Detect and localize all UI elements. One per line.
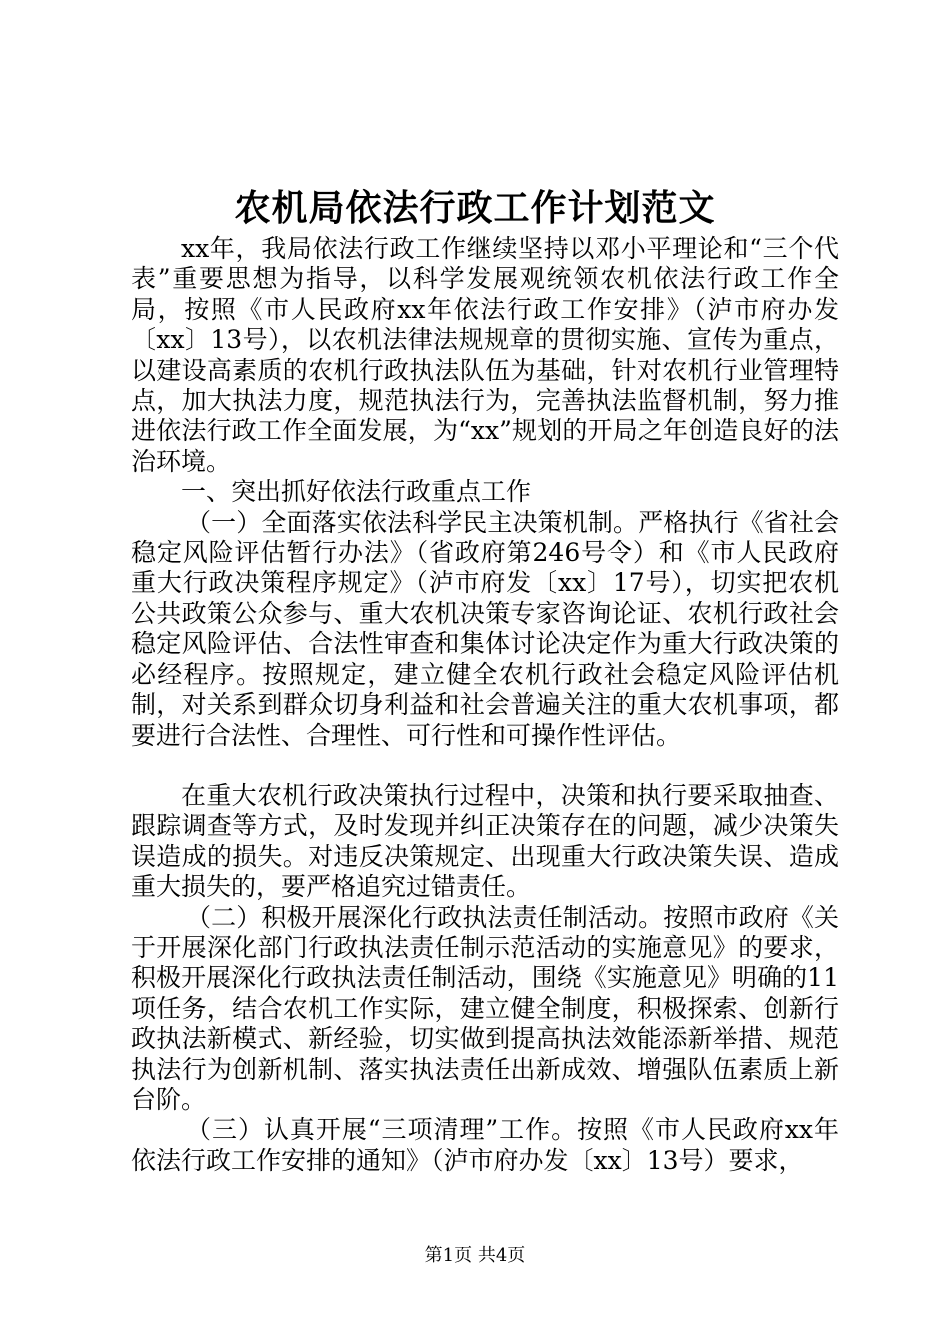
subsection-paragraph-2: （二）积极开展深化行政执法责任制活动。按照市政府《关于开展深化部门行政执法责任制示范活动的实施意见》的要求，积极开展深化行政执法责任制活动，围绕《实施意见》明确的11项任务，结合农机工作实际，建立健全制度，积极探索、创新行政执法新模式、新经验，切实做到提高执法效能添新举措、规范执法行为创新机制、落实执法责任出新成效、增强队伍素质上新台阶。 bbox=[131, 902, 839, 1114]
subsection-paragraph-1: （一）全面落实依法科学民主决策机制。严格执行《省社会稳定风险评估暂行办法》（省政府第246号令）和《市人民政府重大行政决策程序规定》（泸市府发〔xx〕17号），切实把农机公共政策公众参与、重大农机决策专家咨询论证、农机行政社会稳定风险评估、合法性审查和集体讨论决定作为重大行政决策的必经程序。按照规定，建立健全农机行政社会稳定风险评估机制，对关系到群众切身利益和社会普遍关注的重大农机事项，都要进行合法性、合理性、可行性和可操作性评估。 bbox=[131, 507, 839, 750]
body-paragraph: 在重大农机行政决策执行过程中，决策和执行要采取抽查、跟踪调查等方式，及时发现并纠正决策存在的问题，减少决策失误造成的损失。对违反决策规定、出现重大行政决策失误、造成重大损失的，要严格追究过错责任。 bbox=[131, 780, 839, 902]
document-title: 农机局依法行政工作计划范文 bbox=[234, 187, 716, 229]
intro-paragraph: xx年，我局依法行政工作继续坚持以邓小平理论和“三个代表”重要思想为指导，以科学发展观统领农机依法行政工作全局，按照《市人民政府xx年依法行政工作安排》（泸市府办发〔xx〕13号），以农机法律法规规章的贯彻实施、宣传为重点，以建设高素质的农机行政执法队伍为基础，针对农机行业管理特点，加大执法力度，规范执法行为，完善执法监督机制，努力推进依法行政工作全面发展，为“xx”规划的开局之年创造良好的法治环境。 bbox=[131, 234, 839, 476]
subsection-paragraph-3: （三）认真开展“三项清理”工作。按照《市人民政府xx年依法行政工作安排的通知》（泸市府办发〔xx〕13号）要求， bbox=[131, 1115, 839, 1175]
document-body bbox=[131, 234, 839, 1176]
paragraph-spacer bbox=[131, 751, 839, 781]
section-heading: 一、突出抓好依法行政重点工作 bbox=[181, 477, 532, 507]
page-number-footer: 第1页 共4页 bbox=[424, 1245, 526, 1266]
